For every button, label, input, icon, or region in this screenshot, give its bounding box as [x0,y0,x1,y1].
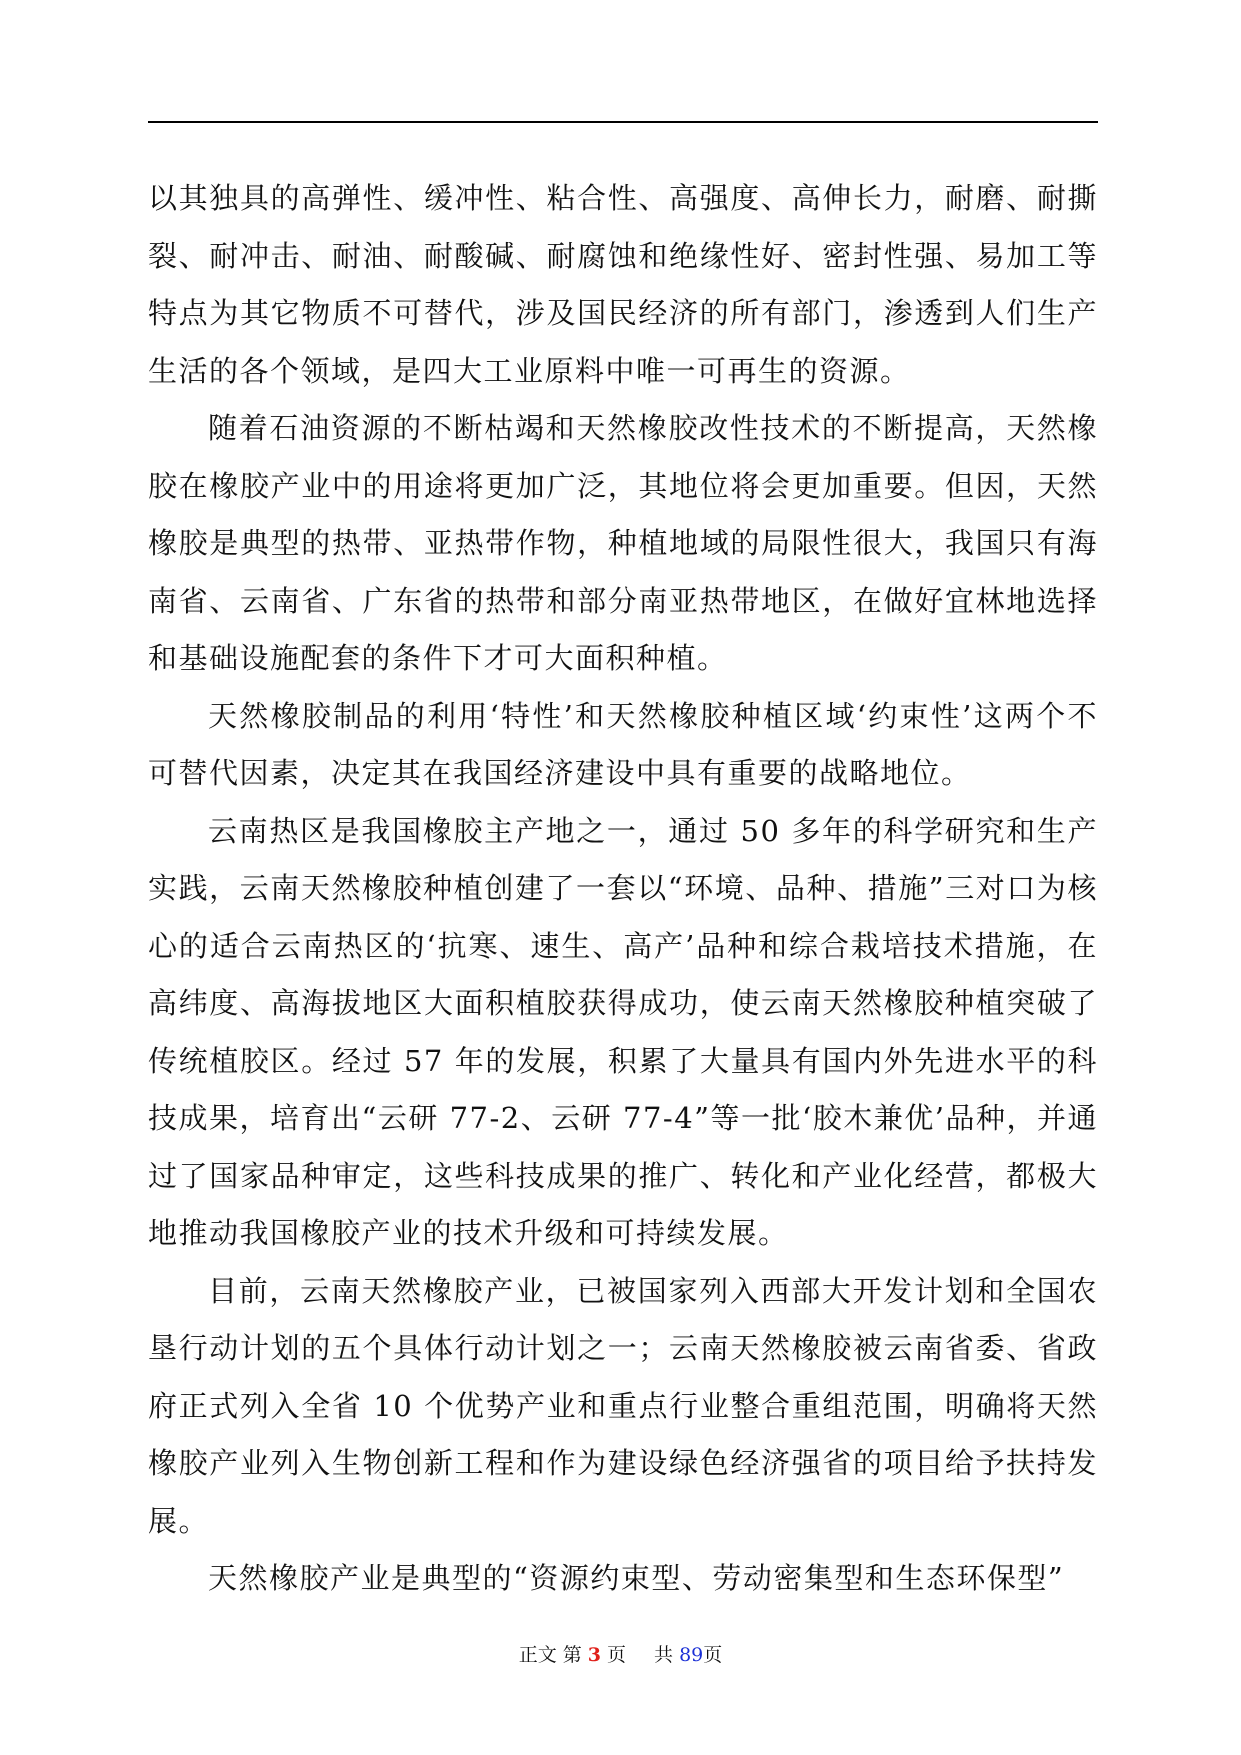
footer-page-prefix: 第 [562,1644,582,1666]
footer-page-suffix: 页 [607,1644,627,1666]
footer-total-pages: 89 [679,1644,704,1666]
paragraph-4: 云南热区是我国橡胶主产地之一，通过 50 多年的科学研究和生产实践，云南天然橡胶种植创建了一套以“环境、品种、措施”三对口为核心的适合云南热区的‘抗寒、速生、高产’品种和综合栽培技术措施，在高纬度、高海拔地区大面积植胶获得成功，使云南天然橡胶种植突破了传统植胶区。经过 57 年的发展，积累了大量具有国内外先进水平的科技成果，培育出“云研 77-2、云研 77-4”等一批‘胶木兼优’品种，并通过了国家品种审定，这些科技成果的推广、转化和产业化经营，都极大地推动我国橡胶产业的技术升级和可持续发展。 [148,813,1098,1250]
paragraph-5: 目前，云南天然橡胶产业，已被国家列入西部大开发计划和全国农垦行动计划的五个具体行动计划之一；云南天然橡胶被云南省委、省政府正式列入全省 10 个优势产业和重点行业整合重组范围，明确将天然橡胶产业列入生物创新工程和作为建设绿色经济强省的项目给予扶持发展。 [148,1273,1098,1538]
paragraph-6: 天然橡胶产业是典型的“资源约束型、劳动密集型和生态环保型” [208,1561,1065,1595]
page-footer [0,1640,1241,1667]
header-rule [148,121,1098,123]
body-text [148,170,1098,1608]
footer-total-prefix: 共 [654,1644,674,1666]
paragraph-2: 随着石油资源的不断枯竭和天然橡胶改性技术的不断提高，天然橡胶在橡胶产业中的用途将更加广泛，其地位将会更加重要。但因，天然橡胶是典型的热带、亚热带作物，种植地域的局限性很大，我国只有海南省、云南省、广东省的热带和部分南亚热带地区，在做好宜林地选择和基础设施配套的条件下才可大面积种植。 [148,411,1098,675]
paragraph-3: 天然橡胶制品的利用‘特性’和天然橡胶种植区域‘约束性’这两个不可替代因素，决定其在我国经济建设中具有重要的战略地位。 [148,698,1098,790]
footer-page-number: 3 [587,1644,602,1666]
paragraph-1: 以其独具的高弹性、缓冲性、粘合性、高强度、高伸长力，耐磨、耐撕裂、耐冲击、耐油、耐酸碱、耐腐蚀和绝缘性好、密封性强、易加工等特点为其它物质不可替代，涉及国民经济的所有部门，渗透到人们生产生活的各个领域，是四大工业原料中唯一可再生的资源。 [148,181,1098,388]
footer-section: 正文 [518,1644,557,1666]
footer-total-suffix: 页 [703,1644,723,1666]
